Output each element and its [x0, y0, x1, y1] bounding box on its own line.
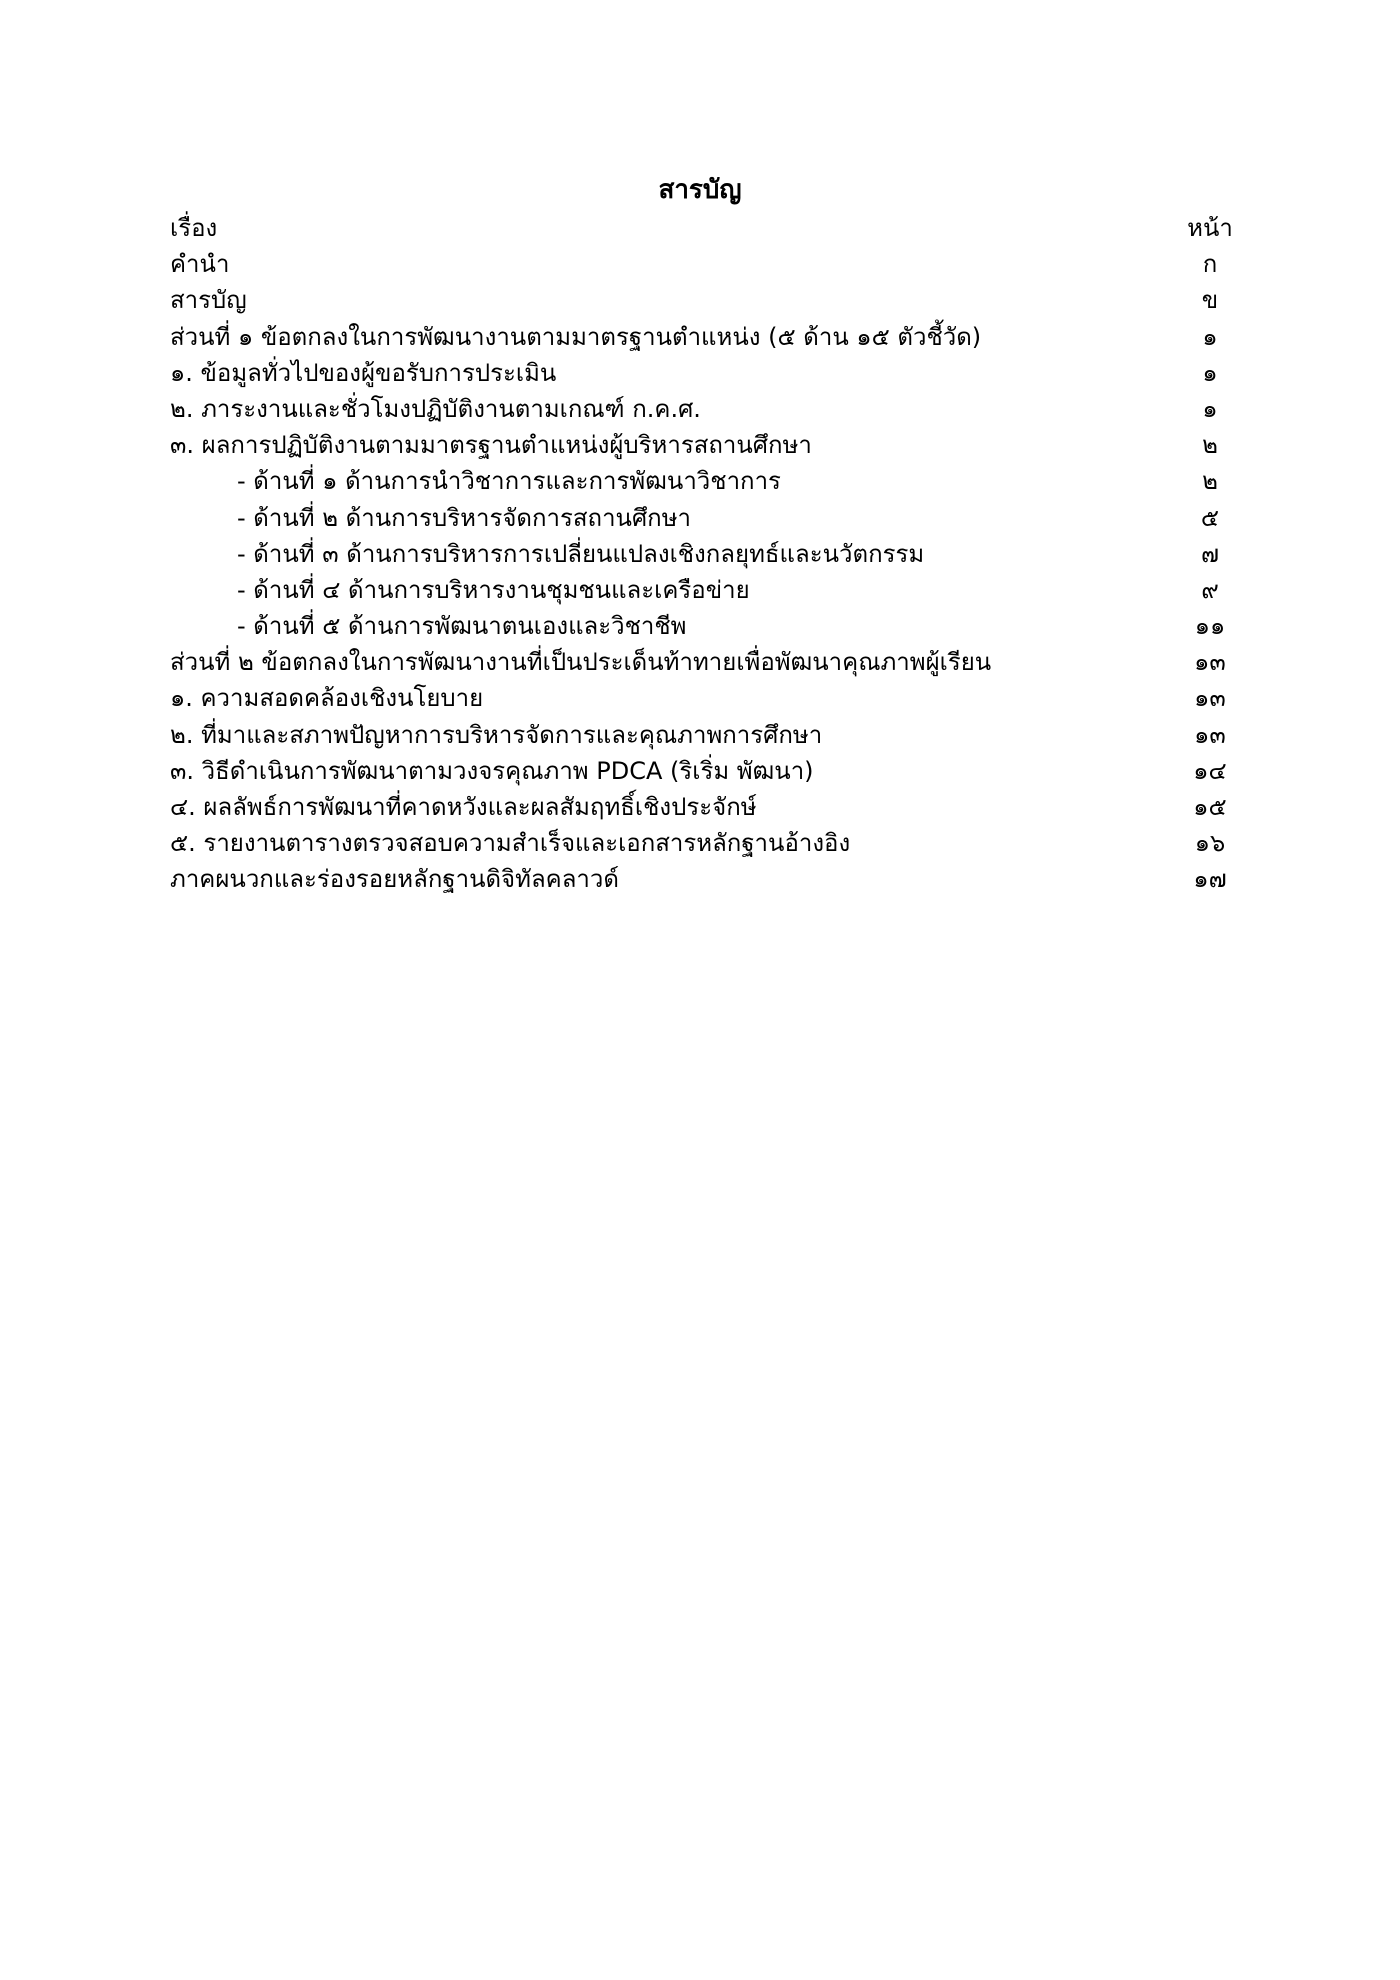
toc-entry-title: - ด้านที่ ๑ ด้านการนำวิชาการและการพัฒนาวิชาการ — [237, 467, 781, 496]
toc-entry-page: ๑ — [1202, 322, 1218, 351]
toc-entry-page: ๑๓ — [1194, 720, 1226, 749]
toc-entry — [170, 608, 1240, 644]
toc-entry-title: สารบัญ — [170, 286, 247, 315]
toc-subject-header: เรื่อง — [170, 214, 218, 242]
toc-entry-title: ๕. รายงานตารางตรวจสอบความสำเร็จและเอกสารหลักฐานอ้างอิง — [170, 829, 851, 858]
toc-entry — [170, 644, 1240, 680]
toc-entry-title: ส่วนที่ ๒ ข้อตกลงในการพัฒนางานที่เป็นประเด็นท้าทายเพื่อพัฒนาคุณภาพผู้เรียน — [170, 648, 992, 677]
toc-entry-page: ๑๓ — [1194, 684, 1226, 713]
table-of-contents — [170, 210, 1240, 898]
toc-entry — [170, 427, 1240, 463]
toc-entry-page: ๑๗ — [1193, 865, 1227, 894]
toc-entry-title: ภาคผนวกและร่องรอยหลักฐานดิจิทัลคลาวด์ — [170, 865, 619, 894]
toc-entry-title: - ด้านที่ ๕ ด้านการพัฒนาตนเองและวิชาชีพ — [237, 612, 687, 641]
toc-entry — [170, 825, 1240, 861]
toc-entry-title: ๓. วิธีดำเนินการพัฒนาตามวงจรคุณภาพ PDCA (ริเริ่ม พัฒนา) — [170, 756, 814, 785]
toc-entry-title: ๒. ภาระงานและชั่วโมงปฏิบัติงานตามเกณฑ์ ก.ค.ศ. — [170, 394, 701, 423]
toc-entry-title: - ด้านที่ ๓ ด้านการบริหารการเปลี่ยนแปลงเชิงกลยุทธ์และนวัตกรรม — [237, 539, 925, 568]
toc-entry-page: ๑๓ — [1194, 648, 1226, 677]
toc-entry-title: ๑. ความสอดคล้องเชิงนโยบาย — [170, 684, 484, 713]
toc-entry-title: ๒. ที่มาและสภาพปัญหาการบริหารจัดการและคุณภาพการศึกษา — [170, 720, 823, 749]
toc-entry — [170, 572, 1240, 608]
toc-entry-title: - ด้านที่ ๔ ด้านการบริหารงานชุมชนและเครือข่าย — [237, 575, 750, 604]
toc-entry-title: ๑. ข้อมูลทั่วไปของผู้ขอรับการประเมิน — [170, 358, 557, 387]
toc-page-header: หน้า — [1187, 214, 1233, 242]
toc-entry-title: คำนำ — [170, 250, 230, 279]
toc-entry-title: - ด้านที่ ๒ ด้านการบริหารจัดการสถานศึกษา — [237, 503, 692, 532]
toc-entry — [170, 355, 1240, 391]
toc-entry-page: ข — [1201, 286, 1219, 315]
toc-entry-title: ๓. ผลการปฏิบัติงานตามมาตรฐานตำแหน่งผู้บริหารสถานศึกษา — [170, 431, 812, 460]
page-title: สารบัญ — [658, 175, 742, 205]
toc-entry-page: ๑๑ — [1194, 612, 1226, 641]
toc-header-row — [170, 210, 1240, 246]
toc-entry-page: ๙ — [1201, 575, 1219, 604]
toc-entry — [170, 500, 1240, 536]
toc-entry-page: ๒ — [1202, 467, 1218, 496]
toc-entry-page: ๑ — [1202, 358, 1218, 387]
toc-entry — [170, 680, 1240, 716]
toc-entry-page: ๗ — [1200, 539, 1220, 568]
toc-entry-page: ๑๔ — [1193, 756, 1227, 785]
toc-entry — [170, 789, 1240, 825]
toc-entry-page: ก — [1202, 250, 1218, 279]
toc-entry — [170, 536, 1240, 572]
toc-entry — [170, 463, 1240, 499]
toc-entry — [170, 753, 1240, 789]
toc-entry — [170, 319, 1240, 355]
toc-entry-page: ๒ — [1202, 431, 1218, 460]
toc-entry-page: ๑๕ — [1193, 793, 1227, 821]
toc-entry-title: ส่วนที่ ๑ ข้อตกลงในการพัฒนางานตามมาตรฐานตำแหน่ง (๕ ด้าน ๑๕ ตัวชี้วัด) — [170, 322, 982, 351]
toc-entry — [170, 861, 1240, 897]
toc-entry-title: ๔. ผลลัพธ์การพัฒนาที่คาดหวังและผลสัมฤทธิ์เชิงประจักษ์ — [170, 793, 757, 821]
toc-entry-page: ๑ — [1202, 394, 1218, 423]
toc-entry — [170, 717, 1240, 753]
toc-entry-page: ๑๖ — [1194, 829, 1226, 858]
toc-entry-page: ๕ — [1200, 503, 1220, 532]
toc-entry — [170, 391, 1240, 427]
toc-entry — [170, 246, 1240, 282]
toc-entry — [170, 282, 1240, 318]
